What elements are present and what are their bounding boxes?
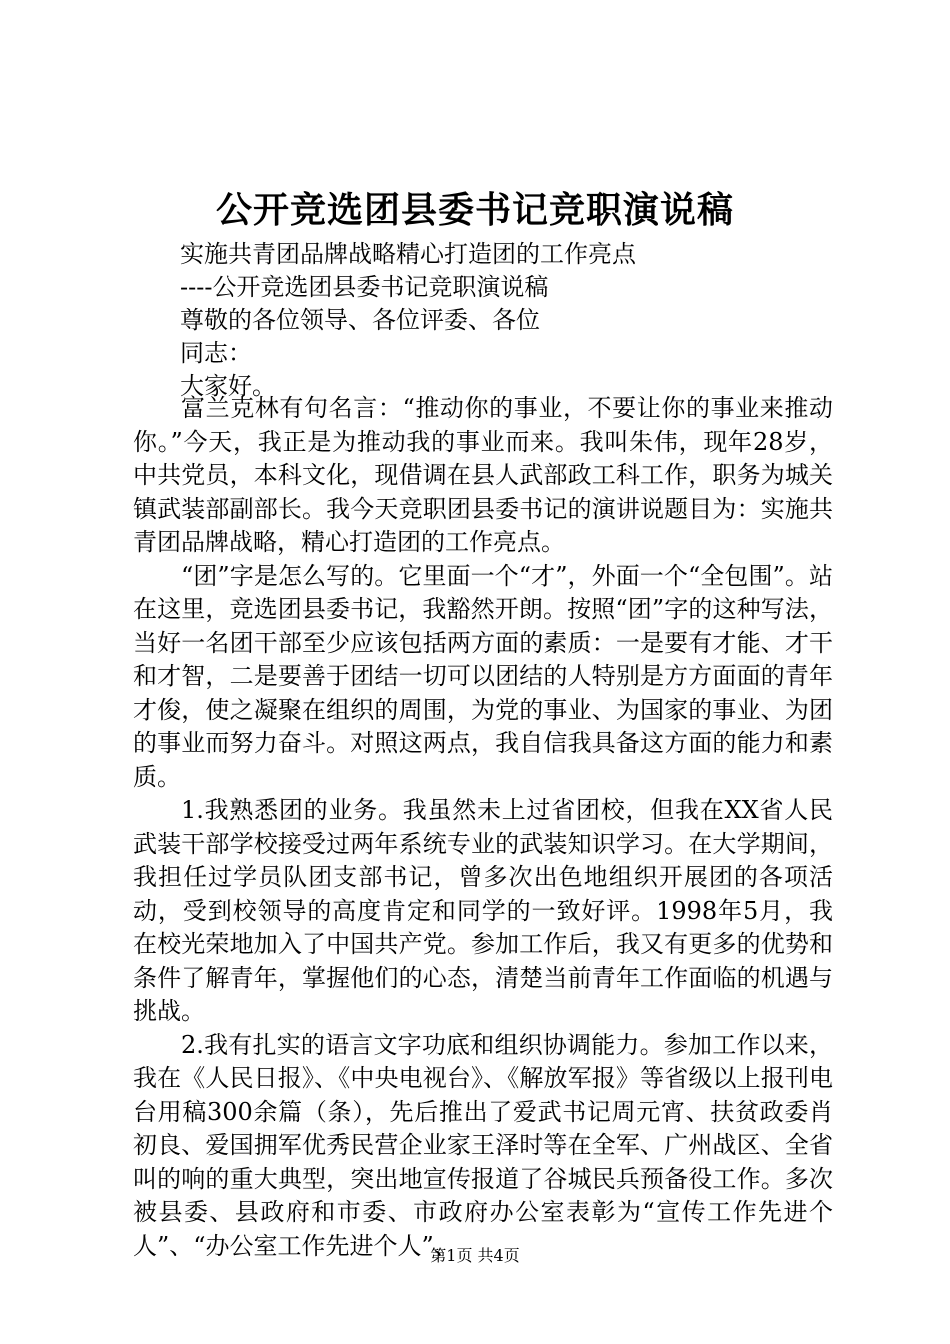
subtitle-source-line: ----公开竞选团县委书记竞职演说稿 bbox=[180, 273, 549, 301]
paragraph-point-1: 1.我熟悉团的业务。我虽然未上过省团校，但我在XX省人民武装干部学校接受过两年系统专业的武装知识学习。在大学期间，我担任过学员队团支部书记，曾多次出色地组织开展团的各项活动，受到校领导的高度肯定和同学的一致好评。1998年5月，我在校光荣地加入了中国共产党。参加工作后，我又有更多的优势和条件了解青年，掌握他们的心态，清楚当前青年工作面临的机遇与挑战。 bbox=[133, 796, 833, 1025]
salutation-continued-line: 同志： bbox=[180, 339, 252, 367]
page-footer: 第1页 共4页 bbox=[430, 1246, 520, 1265]
salutation-line: 尊敬的各位领导、各位评委、各位 bbox=[180, 306, 540, 334]
subtitle-line: 实施共青团品牌战略精心打造团的工作亮点 bbox=[180, 240, 636, 268]
paragraph-tuan-character: “团”字是怎么写的。它里面一个“才”，外面一个“全包围”。站在这里，竞选团县委书记，我豁然开朗。按照“团”字的这种写法，当好一名团干部至少应该包括两方面的素质：一是要有才能、才干和才智，二是要善于团结一切可以团结的人特别是方方面面的青年才俊，使之凝聚在组织的周围，为党的事业、为国家的事业、为团的事业而努力奋斗。对照这两点，我自信我具备这方面的能力和素质。 bbox=[133, 561, 833, 791]
document-title: 公开竞选团县委书记竞职演说稿 bbox=[215, 189, 734, 231]
intro-block bbox=[180, 238, 840, 403]
paragraph-point-2: 2.我有扎实的语言文字功底和组织协调能力。参加工作以来，我在《人民日报》、《中央电视台》、《解放军报》等省级以上报刊电台用稿300余篇（条），先后推出了爱武书记周元宵、扶贫政委肖初良、爱国拥军优秀民营企业家王泽时等在全军、广州战区、全省叫的响的重大典型，突出地宣传报道了谷城民兵预备役工作。多次被县委、县政府和市委、市政府办公室表彰为“宣传工作先进个人”、“办公室工作先进个人”、 bbox=[133, 1030, 833, 1260]
paragraph-quote: 富兰克林有句名言：“推动你的事业，不要让你的事业来推动你。”今天，我正是为推动我的事业而来。我叫朱伟，现年28岁，中共党员，本科文化，现借调在县人武部政工科工作，职务为城关镇武装部副部长。我今天竞职团县委书记的演讲说题目为：实施共青团品牌战略，精心打造团的工作亮点。 bbox=[133, 394, 833, 556]
body-text bbox=[133, 392, 833, 1263]
greeting-line: 大家好。 bbox=[180, 372, 276, 400]
